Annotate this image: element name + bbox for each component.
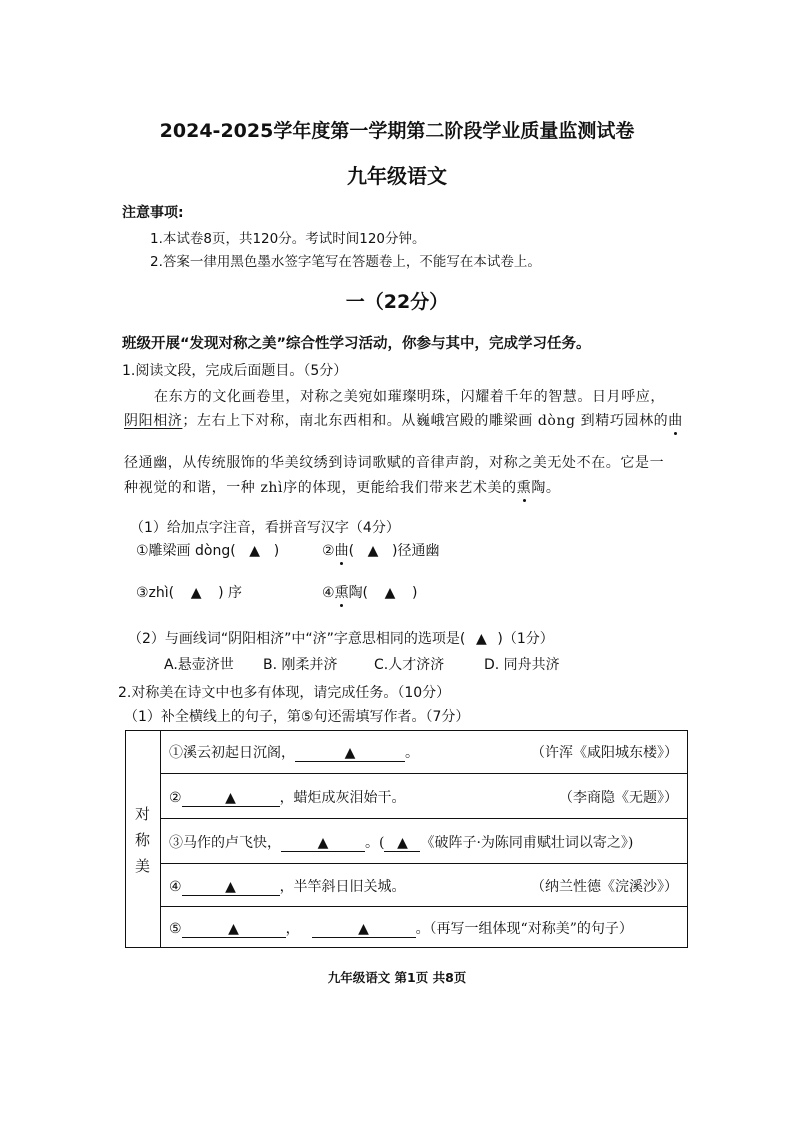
row-source: （许浑《咸阳城东楼》）	[531, 745, 678, 761]
row-text: ，	[285, 921, 300, 937]
underlined-phrase: 阴阳相济	[124, 413, 183, 429]
exam-title: 2024-2025学年度第一学期第二阶段学业质量监测试卷	[159, 120, 635, 142]
row-text: ①溪云初起日沉阁，	[169, 745, 295, 761]
row-text: ，半竿斜日旧关城。	[279, 879, 406, 895]
row-sentence	[169, 832, 633, 852]
row-text: ②	[169, 790, 182, 806]
answer-blank[interactable]: ▲	[476, 631, 487, 647]
q1-stem: 1.阅读文段，完成后面题目。（5分）	[122, 363, 348, 379]
choice-option[interactable]: D. 同舟共济	[484, 657, 560, 673]
row-sentence	[169, 918, 633, 938]
author-blank[interactable]: ▲	[384, 835, 420, 852]
item-label: 陶(	[348, 585, 369, 601]
item-label: ①雕梁画 dòng(	[136, 543, 236, 559]
row-text: 。（再写一组体现“对称美”的句子）	[415, 921, 633, 937]
answer-blank[interactable]: ▲	[182, 921, 286, 938]
passage-text: 陶。	[531, 480, 561, 496]
side-label-char: 美	[135, 857, 151, 875]
table-row	[161, 731, 688, 774]
section-title: 一（22分）	[345, 291, 449, 313]
passage-line: 径通幽，从传统服饰的华美纹绣到诗词歌赋的音律声韵，对称之美无处不在。它是一	[124, 455, 665, 471]
notice-item: 2.答案一律用黑色墨水签字笔写在答题卷上，不能写在本试卷上。	[150, 254, 541, 270]
passage-line	[124, 477, 561, 497]
q1-sub1-stem: （1）给加点字注音，看拼音写汉字（4分）	[130, 520, 400, 536]
choice-option[interactable]: A.悬壶济世	[164, 657, 234, 673]
dotted-char: 熏	[334, 585, 349, 601]
section-intro: 班级开展“发现对称之美”综合性学习活动，你参与其中，完成学习任务。	[122, 336, 591, 352]
answer-blank[interactable]: ▲	[295, 745, 405, 762]
q1-sub1-item	[136, 582, 242, 602]
row-sentence	[169, 787, 406, 807]
row-sentence	[169, 742, 419, 762]
choice-option[interactable]: B. 刚柔并济	[263, 657, 338, 673]
answer-blank[interactable]: ▲	[182, 879, 280, 896]
passage-line	[124, 410, 683, 430]
page-footer: 九年级语文 第1页 共8页	[327, 970, 467, 985]
notice-heading: 注意事项:	[122, 205, 184, 221]
fill-in-table	[125, 730, 688, 948]
answer-blank[interactable]: ▲	[312, 921, 416, 938]
row-text: ，蜡炬成灰泪始干。	[279, 790, 406, 806]
item-label: )	[273, 543, 280, 559]
row-text: ③马作的卢飞快，	[169, 835, 281, 851]
item-label: ) 序	[218, 585, 243, 601]
item-label: )	[412, 585, 418, 601]
row-sentence	[169, 876, 406, 896]
table-row	[161, 907, 688, 948]
row-source: （李商隐《无题》）	[559, 790, 678, 806]
answer-blank[interactable]: ▲	[182, 790, 280, 807]
answer-blank[interactable]: ▲	[367, 543, 379, 559]
item-label: （2）与画线词“阴阳相济”中“济”字意思相同的选项是(	[128, 631, 466, 647]
row-text: 。	[405, 745, 419, 761]
table-row	[161, 774, 688, 819]
choice-option[interactable]: C.人才济济	[374, 657, 445, 673]
dotted-char: 熏	[516, 480, 532, 496]
passage-text: 种视觉的和谐，一种 zhì序的体现，更能给我们带来艺术美的	[124, 480, 517, 496]
q2-stem: 2.对称美在诗文中也多有体现，请完成任务。（10分）	[118, 685, 451, 701]
item-label: ②	[322, 543, 335, 559]
passage-text: ；左右上下对称，南北东西相和。从巍峨宫殿的雕梁画 dòng 到精巧园林的	[182, 413, 669, 429]
table-row	[161, 819, 688, 864]
q1-sub1-item	[322, 540, 440, 560]
side-label-char: 对	[135, 805, 151, 823]
q1-sub1-item	[136, 540, 279, 560]
row-text: ⑤	[169, 921, 182, 937]
item-label: (	[348, 543, 355, 559]
answer-blank[interactable]: ▲	[190, 585, 202, 601]
item-label: ④	[322, 585, 335, 601]
notice-item: 1.本试卷8页，共120分。考试时间120分钟。	[150, 231, 426, 247]
row-text: ④	[169, 879, 182, 895]
item-label: )（1分）	[497, 631, 554, 647]
q2-sub1-stem: （1）补全横线上的句子，第⑤句还需填写作者。（7分）	[124, 709, 470, 725]
answer-blank[interactable]: ▲	[281, 835, 365, 852]
exam-subject: 九年级语文	[347, 164, 447, 188]
q1-sub2-stem	[128, 628, 554, 648]
row-source: 《破阵子·为陈同甫赋壮词以寄之》)	[420, 835, 634, 851]
dotted-char: 曲	[668, 413, 683, 429]
row-text: 。(	[365, 835, 385, 851]
item-label: ③zhì(	[136, 585, 175, 601]
table-row	[161, 864, 688, 907]
row-source: （纳兰性德《浣溪沙》）	[531, 879, 678, 895]
dotted-char: 曲	[334, 543, 349, 559]
answer-blank[interactable]: ▲	[249, 543, 261, 559]
item-label: )径通幽	[392, 543, 440, 559]
side-label-char: 称	[135, 831, 151, 849]
q1-sub1-item	[322, 582, 418, 602]
side-label-column	[126, 731, 161, 947]
passage-line: 在东方的文化画卷里，对称之美宛如璀璨明珠，闪耀着千年的智慧。日月呼应，	[154, 389, 665, 405]
answer-blank[interactable]: ▲	[384, 585, 396, 601]
